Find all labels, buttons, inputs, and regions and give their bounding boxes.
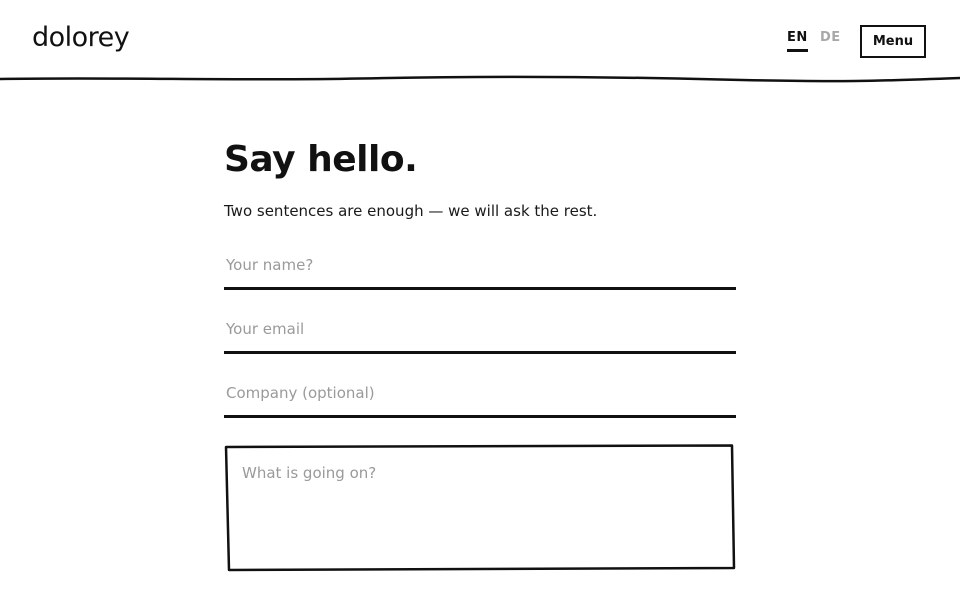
email-input[interactable] — [224, 306, 736, 354]
language-de[interactable]: DE — [820, 30, 841, 45]
message-field — [224, 444, 736, 572]
contact-section — [224, 130, 736, 572]
page-subtitle: Two sentences are enough — we will ask the rest. — [224, 202, 598, 220]
message-textarea[interactable] — [226, 446, 732, 568]
page-title: Say hello. — [224, 139, 418, 180]
language-en[interactable]: EN — [787, 30, 808, 52]
menu-button[interactable]: Menu — [860, 25, 926, 58]
logo[interactable]: dolorey — [32, 22, 130, 53]
company-input[interactable] — [224, 370, 736, 418]
header-divider — [0, 72, 960, 86]
name-input[interactable] — [224, 242, 736, 290]
